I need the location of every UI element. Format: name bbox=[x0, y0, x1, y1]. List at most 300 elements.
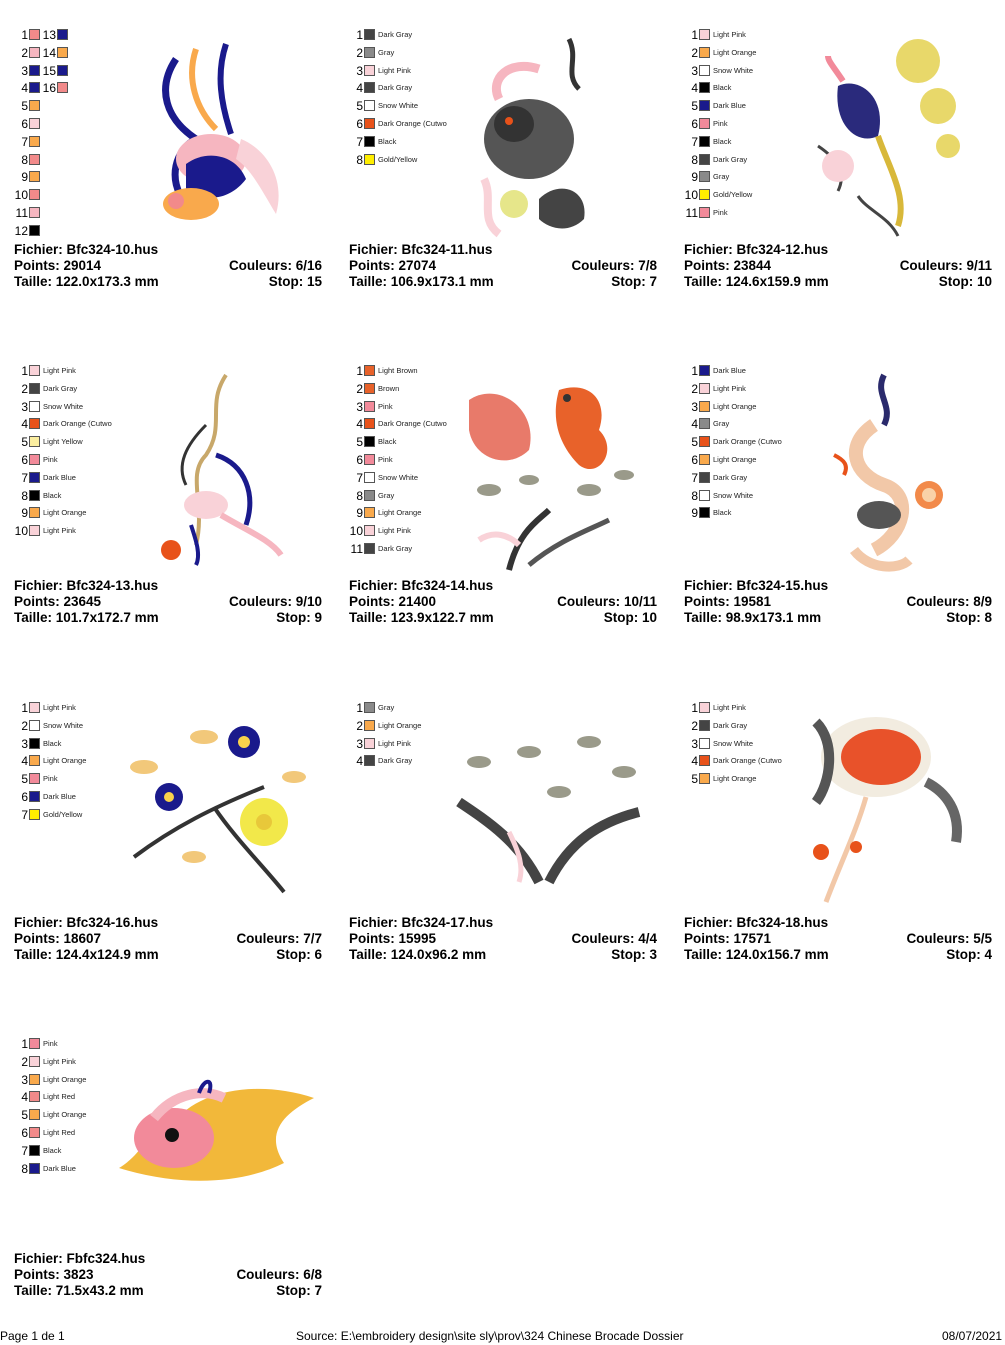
color-name: Black bbox=[43, 738, 62, 748]
color-number: 2 bbox=[21, 1054, 28, 1069]
color-swatch bbox=[29, 154, 40, 165]
color-number: 3 bbox=[356, 63, 363, 78]
design-preview bbox=[146, 365, 286, 585]
color-name: Pink bbox=[713, 118, 728, 128]
color-name: Light Orange bbox=[713, 454, 757, 464]
colors-label: Couleurs: bbox=[228, 594, 292, 609]
color-swatch bbox=[29, 738, 40, 749]
size-value: 101.7x172.7 mm bbox=[55, 610, 159, 625]
size-value: 124.0x96.2 mm bbox=[390, 947, 487, 962]
color-swatch bbox=[29, 490, 40, 501]
stop-label: Stop: bbox=[268, 274, 304, 289]
file-name: Bfc324-18.hus bbox=[736, 915, 829, 930]
color-swatch bbox=[699, 65, 710, 76]
color-name: Light Brown bbox=[378, 366, 418, 375]
color-swatch bbox=[29, 418, 40, 429]
color-name: Dark Orange (Cutwo bbox=[378, 419, 447, 429]
color-swatch bbox=[364, 401, 375, 412]
file-label: Fichier: bbox=[349, 915, 398, 930]
color-row bbox=[14, 381, 154, 399]
color-number: 2 bbox=[356, 45, 363, 60]
color-row bbox=[14, 187, 154, 205]
file-label: Fichier: bbox=[14, 915, 63, 930]
color-row bbox=[14, 399, 154, 417]
stop-label: Stop: bbox=[611, 274, 646, 289]
color-swatch bbox=[29, 401, 40, 412]
color-name: Light Orange bbox=[378, 720, 422, 730]
stop-value: 6 bbox=[314, 947, 322, 962]
color-name: Dark Gray bbox=[378, 30, 413, 39]
color-number: 2 bbox=[691, 718, 698, 733]
color-number: 5 bbox=[21, 1108, 28, 1123]
color-swatch bbox=[29, 29, 40, 40]
design-card bbox=[684, 340, 1004, 660]
points-value: 18607 bbox=[63, 931, 102, 946]
color-name: Pink bbox=[43, 454, 58, 464]
color-number: 3 bbox=[21, 736, 28, 751]
color-swatch bbox=[364, 154, 375, 165]
color-legend bbox=[349, 27, 489, 169]
color-row bbox=[14, 452, 154, 470]
color-row bbox=[684, 488, 824, 506]
points-value: 15995 bbox=[398, 931, 437, 946]
color-name: Gold/Yellow bbox=[43, 809, 83, 819]
color-row bbox=[14, 152, 154, 170]
color-name: Light Orange bbox=[378, 508, 422, 518]
color-row bbox=[14, 205, 154, 223]
color-name: Light Pink bbox=[713, 383, 746, 393]
color-row bbox=[14, 363, 154, 381]
color-number: 4 bbox=[21, 417, 28, 432]
color-swatch bbox=[699, 47, 710, 58]
size-value: 122.0x173.3 mm bbox=[55, 274, 159, 289]
color-row bbox=[14, 1054, 154, 1072]
color-swatch bbox=[29, 436, 40, 447]
color-swatch bbox=[699, 720, 710, 731]
color-number: 5 bbox=[691, 772, 698, 787]
points-value: 3823 bbox=[63, 1267, 94, 1282]
color-name: Snow White bbox=[378, 101, 419, 111]
color-name: Light Pink bbox=[43, 703, 76, 712]
color-swatch bbox=[29, 791, 40, 802]
stop-label: Stop: bbox=[938, 274, 974, 289]
color-swatch bbox=[364, 525, 375, 536]
color-name: Gray bbox=[378, 490, 395, 500]
color-name: Dark Orange (Cutwo bbox=[43, 419, 112, 429]
colors-label: Couleurs: bbox=[236, 1267, 300, 1282]
color-row bbox=[14, 434, 154, 452]
color-number: 4 bbox=[21, 81, 28, 96]
color-number: 1 bbox=[691, 28, 698, 42]
color-name: Brown bbox=[378, 383, 400, 393]
points-label: Points: bbox=[14, 931, 60, 946]
design-info bbox=[14, 578, 322, 626]
color-number: 8 bbox=[356, 488, 363, 503]
color-name: Dark Gray bbox=[713, 472, 748, 482]
color-swatch bbox=[699, 171, 710, 182]
points-value: 27074 bbox=[398, 258, 437, 273]
design-info bbox=[14, 1251, 322, 1299]
color-swatch bbox=[364, 118, 375, 129]
color-name: Light Pink bbox=[378, 526, 411, 536]
color-row bbox=[14, 169, 154, 187]
color-number: 1 bbox=[691, 364, 698, 378]
colors-label: Couleurs: bbox=[236, 931, 300, 946]
colors-label: Couleurs: bbox=[906, 594, 970, 609]
stop-label: Stop: bbox=[946, 947, 981, 962]
color-name: Dark Gray bbox=[378, 756, 413, 766]
color-swatch bbox=[364, 82, 375, 93]
color-swatch bbox=[699, 136, 710, 147]
color-number: 5 bbox=[691, 99, 698, 114]
color-swatch bbox=[29, 171, 40, 182]
color-name: Snow White bbox=[43, 720, 84, 730]
color-swatch bbox=[29, 1074, 40, 1085]
file-label: Fichier: bbox=[14, 242, 63, 257]
color-name: Snow White bbox=[713, 490, 754, 500]
color-name: Light Red bbox=[43, 1127, 76, 1137]
color-swatch bbox=[364, 738, 375, 749]
color-name: Dark Orange (Cutwo bbox=[713, 437, 782, 447]
color-name: Pink bbox=[713, 207, 728, 217]
color-swatch bbox=[699, 755, 710, 766]
design-card bbox=[349, 340, 669, 660]
colors-value: 7/7 bbox=[303, 931, 322, 946]
size-label: Taille: bbox=[14, 610, 53, 625]
color-swatch bbox=[29, 1127, 40, 1138]
stop-value: 15 bbox=[306, 274, 322, 289]
color-swatch bbox=[364, 383, 375, 394]
color-swatch bbox=[29, 100, 40, 111]
points-value: 21400 bbox=[398, 594, 437, 609]
color-name: Black bbox=[378, 136, 397, 146]
color-number: 6 bbox=[356, 452, 363, 467]
design-preview bbox=[796, 702, 976, 922]
size-label: Taille: bbox=[349, 610, 388, 625]
color-row bbox=[14, 98, 154, 116]
color-number: 3 bbox=[356, 399, 363, 414]
file-name: Bfc324-13.hus bbox=[66, 578, 159, 593]
stop-label: Stop: bbox=[276, 947, 311, 962]
size-label: Taille: bbox=[684, 274, 723, 289]
design-card bbox=[349, 4, 669, 324]
colors-value: 9/11 bbox=[966, 258, 992, 273]
color-swatch bbox=[29, 207, 40, 218]
color-number: 4 bbox=[21, 754, 28, 769]
color-number: 11 bbox=[685, 205, 698, 220]
color-name: Black bbox=[378, 437, 397, 447]
color-name: Light Orange bbox=[43, 1110, 87, 1120]
color-number: 1 bbox=[356, 701, 363, 715]
color-row bbox=[684, 452, 824, 470]
color-swatch bbox=[29, 1145, 40, 1156]
color-row bbox=[684, 381, 824, 399]
color-row bbox=[349, 98, 489, 116]
color-name: Light Orange bbox=[713, 47, 757, 57]
color-swatch bbox=[699, 436, 710, 447]
color-swatch bbox=[699, 82, 710, 93]
color-swatch bbox=[364, 720, 375, 731]
design-card bbox=[684, 677, 1004, 997]
colors-label: Couleurs: bbox=[906, 931, 970, 946]
design-preview bbox=[114, 707, 314, 912]
color-number: 3 bbox=[21, 63, 28, 78]
color-name: Light Yellow bbox=[43, 437, 83, 447]
design-preview bbox=[798, 26, 968, 246]
color-number: 3 bbox=[21, 399, 28, 414]
color-swatch bbox=[29, 225, 40, 236]
color-number: 9 bbox=[21, 506, 28, 521]
design-card bbox=[684, 4, 1004, 324]
design-card bbox=[14, 677, 334, 997]
color-swatch bbox=[29, 755, 40, 766]
color-swatch bbox=[364, 702, 375, 713]
color-number: 7 bbox=[21, 807, 28, 822]
color-swatch bbox=[699, 401, 710, 412]
color-name: Light Orange bbox=[43, 508, 87, 518]
color-name: Dark Blue bbox=[43, 472, 76, 482]
color-swatch bbox=[29, 82, 40, 93]
file-label: Fichier: bbox=[349, 242, 398, 257]
color-number: 3 bbox=[21, 1072, 28, 1087]
color-name: Gray bbox=[378, 703, 395, 712]
color-swatch bbox=[699, 738, 710, 749]
color-number: 2 bbox=[21, 45, 28, 60]
color-number: 10 bbox=[14, 188, 28, 203]
color-number: 5 bbox=[21, 99, 28, 114]
color-number: 4 bbox=[691, 81, 698, 96]
color-name: Light Orange bbox=[713, 401, 757, 411]
design-preview bbox=[114, 1073, 314, 1198]
color-name: Pink bbox=[43, 1039, 58, 1048]
color-swatch bbox=[29, 118, 40, 129]
color-number: 14 bbox=[42, 45, 56, 60]
colors-label: Couleurs: bbox=[899, 258, 963, 273]
color-swatch bbox=[29, 1038, 40, 1049]
color-swatch bbox=[29, 1163, 40, 1174]
color-swatch bbox=[364, 65, 375, 76]
color-swatch bbox=[29, 472, 40, 483]
color-swatch bbox=[699, 490, 710, 501]
color-swatch bbox=[29, 189, 40, 200]
color-number: 8 bbox=[691, 152, 698, 167]
page-number: Page 1 de 1 bbox=[0, 1329, 65, 1343]
color-number: 5 bbox=[21, 435, 28, 450]
color-name: Light Pink bbox=[43, 366, 76, 375]
stop-value: 8 bbox=[984, 610, 992, 625]
color-number: 7 bbox=[21, 1143, 28, 1158]
color-number: 3 bbox=[691, 399, 698, 414]
points-label: Points: bbox=[349, 594, 395, 609]
color-swatch bbox=[57, 82, 68, 93]
color-swatch bbox=[57, 65, 68, 76]
color-number: 5 bbox=[356, 435, 363, 450]
color-swatch bbox=[364, 436, 375, 447]
color-number: 4 bbox=[356, 417, 363, 432]
color-name: Gold/Yellow bbox=[713, 190, 753, 200]
stop-label: Stop: bbox=[276, 1283, 311, 1298]
color-row bbox=[684, 363, 824, 381]
color-swatch bbox=[364, 454, 375, 465]
color-name: Light Orange bbox=[43, 756, 87, 766]
points-label: Points: bbox=[684, 931, 730, 946]
color-row bbox=[14, 134, 154, 152]
color-row bbox=[349, 27, 489, 45]
file-name: Bfc324-10.hus bbox=[66, 242, 159, 257]
size-label: Taille: bbox=[14, 274, 53, 289]
color-row bbox=[349, 134, 489, 152]
stop-value: 9 bbox=[314, 610, 322, 625]
color-number: 2 bbox=[21, 381, 28, 396]
color-row bbox=[684, 505, 824, 523]
color-number: 9 bbox=[691, 506, 698, 521]
source-path: Source: E:\embroidery design\site sly\prov\324 Chinese Brocade Dossier bbox=[296, 1329, 684, 1343]
design-info bbox=[14, 915, 322, 963]
design-info bbox=[349, 915, 657, 963]
color-name: Dark Orange (Cutwo bbox=[378, 118, 447, 128]
stop-label: Stop: bbox=[276, 610, 311, 625]
color-number: 4 bbox=[691, 754, 698, 769]
color-swatch bbox=[364, 136, 375, 147]
color-swatch bbox=[57, 47, 68, 58]
color-swatch bbox=[29, 702, 40, 713]
stop-value: 7 bbox=[649, 274, 657, 289]
color-name: Black bbox=[43, 1145, 62, 1155]
color-name: Light Orange bbox=[713, 774, 757, 784]
color-row bbox=[14, 416, 154, 434]
color-swatch bbox=[29, 454, 40, 465]
colors-value: 4/4 bbox=[638, 931, 657, 946]
color-number: 3 bbox=[691, 736, 698, 751]
color-row bbox=[349, 152, 489, 170]
stop-value: 10 bbox=[976, 274, 992, 289]
file-name: Bfc324-17.hus bbox=[401, 915, 494, 930]
color-number: 6 bbox=[21, 452, 28, 467]
colors-value: 7/8 bbox=[638, 258, 657, 273]
color-number: 1 bbox=[21, 28, 28, 42]
design-info bbox=[684, 578, 992, 626]
color-swatch bbox=[699, 118, 710, 129]
design-preview bbox=[449, 370, 649, 580]
points-label: Points: bbox=[684, 594, 730, 609]
size-value: 98.9x173.1 mm bbox=[725, 610, 822, 625]
color-name: Dark Gray bbox=[713, 720, 748, 730]
stop-value: 4 bbox=[984, 947, 992, 962]
points-label: Points: bbox=[349, 931, 395, 946]
size-label: Taille: bbox=[14, 1283, 53, 1298]
color-name: Light Pink bbox=[43, 1056, 76, 1066]
color-number: 16 bbox=[42, 81, 56, 96]
color-swatch bbox=[699, 418, 710, 429]
color-row bbox=[684, 470, 824, 488]
color-number: 3 bbox=[691, 63, 698, 78]
color-name: Light Pink bbox=[43, 526, 76, 536]
file-name: Bfc324-16.hus bbox=[66, 915, 159, 930]
color-name: Light Pink bbox=[378, 65, 411, 75]
file-label: Fichier: bbox=[684, 242, 733, 257]
design-info bbox=[349, 242, 657, 290]
color-number: 3 bbox=[356, 736, 363, 751]
design-info bbox=[349, 578, 657, 626]
color-number: 8 bbox=[691, 488, 698, 503]
stop-label: Stop: bbox=[611, 947, 646, 962]
color-swatch bbox=[364, 543, 375, 554]
color-name: Light Pink bbox=[713, 703, 746, 712]
color-swatch bbox=[364, 755, 375, 766]
color-number: 9 bbox=[691, 170, 698, 185]
colors-label: Couleurs: bbox=[228, 258, 292, 273]
color-swatch bbox=[699, 100, 710, 111]
color-number: 5 bbox=[356, 99, 363, 114]
design-info bbox=[684, 242, 992, 290]
color-swatch bbox=[364, 472, 375, 483]
color-row bbox=[14, 45, 154, 63]
color-swatch bbox=[699, 507, 710, 518]
color-swatch bbox=[29, 773, 40, 784]
design-card bbox=[14, 1013, 334, 1333]
stop-value: 7 bbox=[314, 1283, 322, 1298]
color-swatch bbox=[364, 29, 375, 40]
file-label: Fichier: bbox=[14, 1251, 63, 1266]
color-number: 15 bbox=[42, 63, 56, 78]
color-swatch bbox=[699, 29, 710, 40]
color-swatch bbox=[699, 773, 710, 784]
color-row bbox=[14, 470, 154, 488]
color-number: 1 bbox=[691, 701, 698, 715]
color-row bbox=[14, 505, 154, 523]
color-name: Gray bbox=[378, 47, 395, 57]
color-swatch bbox=[364, 365, 375, 376]
design-card bbox=[14, 340, 334, 660]
color-row bbox=[14, 80, 154, 98]
color-number: 6 bbox=[356, 116, 363, 131]
design-info bbox=[684, 915, 992, 963]
color-swatch bbox=[364, 100, 375, 111]
color-number: 1 bbox=[21, 1037, 28, 1051]
file-name: Bfc324-12.hus bbox=[736, 242, 829, 257]
size-label: Taille: bbox=[14, 947, 53, 962]
color-row bbox=[14, 27, 154, 45]
color-legend bbox=[14, 27, 154, 241]
color-swatch bbox=[29, 365, 40, 376]
color-number: 10 bbox=[349, 524, 363, 539]
size-value: 106.9x173.1 mm bbox=[390, 274, 494, 289]
color-swatch bbox=[364, 418, 375, 429]
color-swatch bbox=[29, 1091, 40, 1102]
design-preview bbox=[136, 29, 296, 249]
color-row bbox=[349, 116, 489, 134]
color-row bbox=[349, 45, 489, 63]
color-number: 7 bbox=[21, 470, 28, 485]
color-name: Snow White bbox=[378, 472, 419, 482]
file-name: Bfc324-14.hus bbox=[401, 578, 494, 593]
design-info bbox=[14, 242, 322, 290]
color-name: Dark Blue bbox=[713, 366, 746, 375]
stop-value: 3 bbox=[649, 947, 657, 962]
file-label: Fichier: bbox=[14, 578, 63, 593]
colors-label: Couleurs: bbox=[557, 594, 621, 609]
color-name: Pink bbox=[378, 401, 393, 411]
color-name: Gray bbox=[713, 419, 730, 429]
color-row bbox=[684, 399, 824, 417]
points-label: Points: bbox=[349, 258, 395, 273]
color-swatch bbox=[29, 136, 40, 147]
color-number: 10 bbox=[14, 524, 28, 539]
size-label: Taille: bbox=[349, 274, 388, 289]
colors-value: 6/16 bbox=[295, 258, 322, 273]
color-name: Dark Gray bbox=[378, 543, 413, 553]
color-number: 4 bbox=[21, 1090, 28, 1105]
